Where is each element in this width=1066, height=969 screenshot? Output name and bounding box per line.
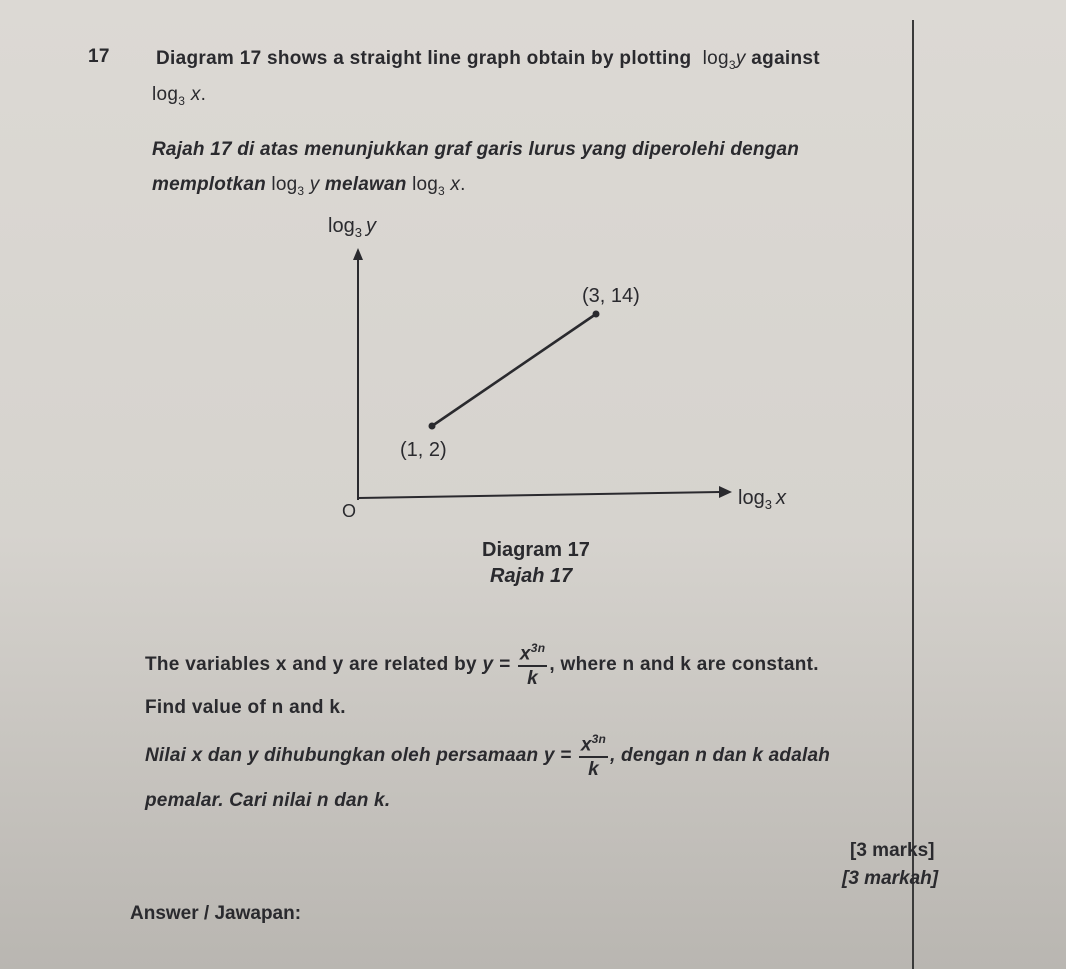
relation-english-suffix: , where n and k are constant. bbox=[549, 654, 819, 676]
question-malay-line2: memplotkan $\log_3 y$ melawan $\log_3 x$. bbox=[152, 174, 466, 198]
relation-malay-prefix: Nilai x dan y dihubungkan oleh persamaan bbox=[145, 745, 539, 767]
equation-english: y = $\frac{x^{3n}}{k}$ bbox=[482, 641, 546, 690]
question-english-line2: $\log_3 x$. bbox=[152, 84, 207, 108]
marks-english: [3 marks] bbox=[850, 840, 935, 861]
diagram-caption-ms: Rajah 17 bbox=[490, 565, 573, 587]
question-number: 17 bbox=[88, 46, 110, 67]
point-lower-label: (1, 2) bbox=[400, 439, 447, 461]
relation-english bbox=[145, 642, 819, 688]
diagram-caption-en: Diagram 17 bbox=[482, 539, 590, 561]
graph-line bbox=[432, 314, 596, 426]
point-upper-label: (3, 14) bbox=[582, 285, 640, 307]
x-axis-label: $\log_3 x$ bbox=[738, 487, 786, 512]
relation-english-prefix: The variables x and y are related by bbox=[145, 654, 477, 676]
question-english-log-y: $\log_3y$ bbox=[702, 48, 746, 72]
point-lower bbox=[429, 423, 436, 430]
question-english-against: against bbox=[751, 48, 820, 69]
origin-label: O bbox=[342, 501, 357, 521]
x-axis bbox=[358, 492, 720, 498]
relation-malay-line2: pemalar. Cari nilai n dan k. bbox=[145, 790, 391, 811]
question-malay-line1: Rajah 17 di atas menunjukkan graf garis lurus yang diperolehi dengan bbox=[152, 139, 800, 160]
y-axis-arrow bbox=[353, 248, 363, 260]
equation-malay: y = $\frac{x^{3n}}{k}$ bbox=[543, 732, 607, 781]
y-axis-label: $\log_3 y$ bbox=[328, 215, 376, 240]
relation-malay bbox=[145, 733, 830, 779]
answer-label: Answer / Jawapan: bbox=[130, 903, 302, 924]
relation-english-find: Find value of n and k. bbox=[145, 697, 346, 718]
marks-malay: [3 markah] bbox=[842, 868, 939, 889]
question-english-text: Diagram 17 shows a straight line graph obtain by plotting bbox=[156, 48, 692, 69]
point-upper bbox=[593, 311, 600, 318]
relation-malay-suffix: , dengan n dan k adalah bbox=[610, 745, 831, 767]
x-axis-arrow bbox=[719, 486, 732, 498]
